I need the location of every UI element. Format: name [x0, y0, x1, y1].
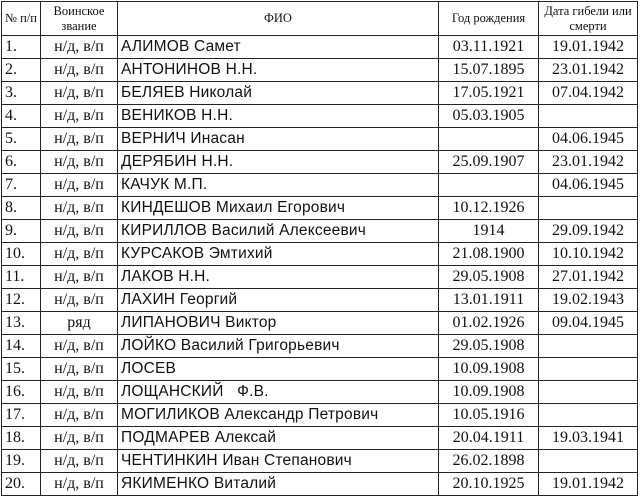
cell-name: ЛОСЕВ — [118, 358, 439, 381]
cell-birth: 26.02.1898 — [439, 450, 539, 473]
cell-num: 15. — [2, 358, 41, 381]
cell-num: 12. — [2, 289, 41, 312]
cell-rank: н/д, в/п — [41, 427, 118, 450]
table-row — [2, 450, 638, 473]
table-row — [2, 128, 638, 151]
cell-rank: н/д, в/п — [41, 82, 118, 105]
header-birth: Год рождения — [439, 2, 539, 36]
cell-name: БЕЛЯЕВ Николай — [118, 82, 439, 105]
cell-birth: 29.05.1908 — [439, 266, 539, 289]
header-row — [2, 2, 638, 36]
cell-rank: н/д, в/п — [41, 289, 118, 312]
cell-num: 5. — [2, 128, 41, 151]
cell-death: 23.01.1942 — [539, 151, 638, 174]
cell-birth: 01.02.1926 — [439, 312, 539, 335]
cell-num: 4. — [2, 105, 41, 128]
table-row — [2, 312, 638, 335]
cell-name: КИРИЛЛОВ Василий Алексеевич — [118, 220, 439, 243]
cell-death: 19.01.1942 — [539, 473, 638, 496]
cell-rank: н/д, в/п — [41, 197, 118, 220]
cell-birth: 25.09.1907 — [439, 151, 539, 174]
cell-name: ВЕРНИЧ Инасан — [118, 128, 439, 151]
header-death: Дата гибели или смерти — [539, 2, 638, 36]
header-name: ФИО — [118, 2, 439, 36]
cell-birth: 10.05.1916 — [439, 404, 539, 427]
cell-birth: 10.09.1908 — [439, 381, 539, 404]
table-row — [2, 289, 638, 312]
cell-num: 2. — [2, 59, 41, 82]
cell-birth: 03.11.1921 — [439, 36, 539, 59]
table-row — [2, 105, 638, 128]
cell-num: 8. — [2, 197, 41, 220]
cell-death: 10.10.1942 — [539, 243, 638, 266]
cell-num: 17. — [2, 404, 41, 427]
cell-rank: ряд — [41, 312, 118, 335]
cell-birth — [439, 128, 539, 151]
cell-death — [539, 105, 638, 128]
header-num: № п/п — [2, 2, 41, 36]
cell-rank: н/д, в/п — [41, 404, 118, 427]
cell-death: 23.01.1942 — [539, 59, 638, 82]
cell-num: 7. — [2, 174, 41, 197]
cell-name: КИНДЕШОВ Михаил Егорович — [118, 197, 439, 220]
cell-birth: 10.09.1908 — [439, 358, 539, 381]
cell-birth: 1914 — [439, 220, 539, 243]
cell-num: 1. — [2, 36, 41, 59]
cell-name: АЛИМОВ Самет — [118, 36, 439, 59]
table-row — [2, 82, 638, 105]
cell-death — [539, 358, 638, 381]
cell-name: ЛОЩАНСКИЙ Ф.В. — [118, 381, 439, 404]
table-row — [2, 427, 638, 450]
table-row — [2, 220, 638, 243]
table-row — [2, 335, 638, 358]
cell-name: ЛОЙКО Василий Григорьевич — [118, 335, 439, 358]
cell-birth: 15.07.1895 — [439, 59, 539, 82]
cell-num: 13. — [2, 312, 41, 335]
cell-num: 20. — [2, 473, 41, 496]
cell-rank: н/д, в/п — [41, 266, 118, 289]
cell-num: 3. — [2, 82, 41, 105]
table-row — [2, 243, 638, 266]
header-rank: Воинское звание — [41, 2, 118, 36]
cell-death — [539, 404, 638, 427]
cell-name: ПОДМАРЕВ Алексай — [118, 427, 439, 450]
cell-rank: н/д, в/п — [41, 151, 118, 174]
table-row — [2, 473, 638, 496]
cell-death — [539, 450, 638, 473]
table-row — [2, 174, 638, 197]
cell-name: ВЕНИКОВ Н.Н. — [118, 105, 439, 128]
cell-death: 09.04.1945 — [539, 312, 638, 335]
table-row — [2, 36, 638, 59]
cell-name: КУРСАКОВ Эмтихий — [118, 243, 439, 266]
cell-rank: н/д, в/п — [41, 381, 118, 404]
cell-rank: н/д, в/п — [41, 36, 118, 59]
memorial-table — [1, 1, 638, 496]
cell-num: 6. — [2, 151, 41, 174]
cell-rank: н/д, в/п — [41, 450, 118, 473]
cell-rank: н/д, в/п — [41, 220, 118, 243]
cell-death: 19.01.1942 — [539, 36, 638, 59]
cell-birth: 10.12.1926 — [439, 197, 539, 220]
cell-birth: 05.03.1905 — [439, 105, 539, 128]
cell-rank: н/д, в/п — [41, 358, 118, 381]
cell-death — [539, 335, 638, 358]
cell-death — [539, 381, 638, 404]
cell-name: ЛАКОВ Н.Н. — [118, 266, 439, 289]
table-row — [2, 151, 638, 174]
cell-name: ЛИПАНОВИЧ Виктор — [118, 312, 439, 335]
cell-birth: 20.10.1925 — [439, 473, 539, 496]
cell-num: 10. — [2, 243, 41, 266]
cell-death — [539, 197, 638, 220]
cell-num: 9. — [2, 220, 41, 243]
cell-death: 19.02.1943 — [539, 289, 638, 312]
table-body — [2, 36, 638, 496]
cell-death: 29.09.1942 — [539, 220, 638, 243]
table-row — [2, 404, 638, 427]
table-row — [2, 358, 638, 381]
cell-birth: 20.04.1911 — [439, 427, 539, 450]
cell-rank: н/д, в/п — [41, 243, 118, 266]
cell-death: 04.06.1945 — [539, 128, 638, 151]
cell-rank: н/д, в/п — [41, 105, 118, 128]
cell-rank: н/д, в/п — [41, 128, 118, 151]
cell-rank: н/д, в/п — [41, 174, 118, 197]
cell-birth — [439, 174, 539, 197]
cell-death: 04.06.1945 — [539, 174, 638, 197]
cell-death: 07.04.1942 — [539, 82, 638, 105]
cell-rank: н/д, в/п — [41, 59, 118, 82]
table-row — [2, 197, 638, 220]
table-row — [2, 381, 638, 404]
cell-num: 11. — [2, 266, 41, 289]
cell-name: КАЧУК М.П. — [118, 174, 439, 197]
cell-num: 14. — [2, 335, 41, 358]
cell-name: ЯКИМЕНКО Виталий — [118, 473, 439, 496]
table-row — [2, 266, 638, 289]
cell-birth: 13.01.1911 — [439, 289, 539, 312]
cell-birth: 21.08.1900 — [439, 243, 539, 266]
cell-death: 27.01.1942 — [539, 266, 638, 289]
cell-birth: 17.05.1921 — [439, 82, 539, 105]
cell-name: ЧЕНТИНКИН Иван Степанович — [118, 450, 439, 473]
cell-num: 16. — [2, 381, 41, 404]
cell-birth: 29.05.1908 — [439, 335, 539, 358]
cell-num: 18. — [2, 427, 41, 450]
cell-rank: н/д, в/п — [41, 335, 118, 358]
cell-num: 19. — [2, 450, 41, 473]
cell-death: 19.03.1941 — [539, 427, 638, 450]
cell-name: АНТОНИНОВ Н.Н. — [118, 59, 439, 82]
cell-name: ЛАХИН Георгий — [118, 289, 439, 312]
cell-name: МОГИЛИКОВ Александр Петрович — [118, 404, 439, 427]
cell-rank: н/д, в/п — [41, 473, 118, 496]
table-row — [2, 59, 638, 82]
cell-name: ДЕРЯБИН Н.Н. — [118, 151, 439, 174]
